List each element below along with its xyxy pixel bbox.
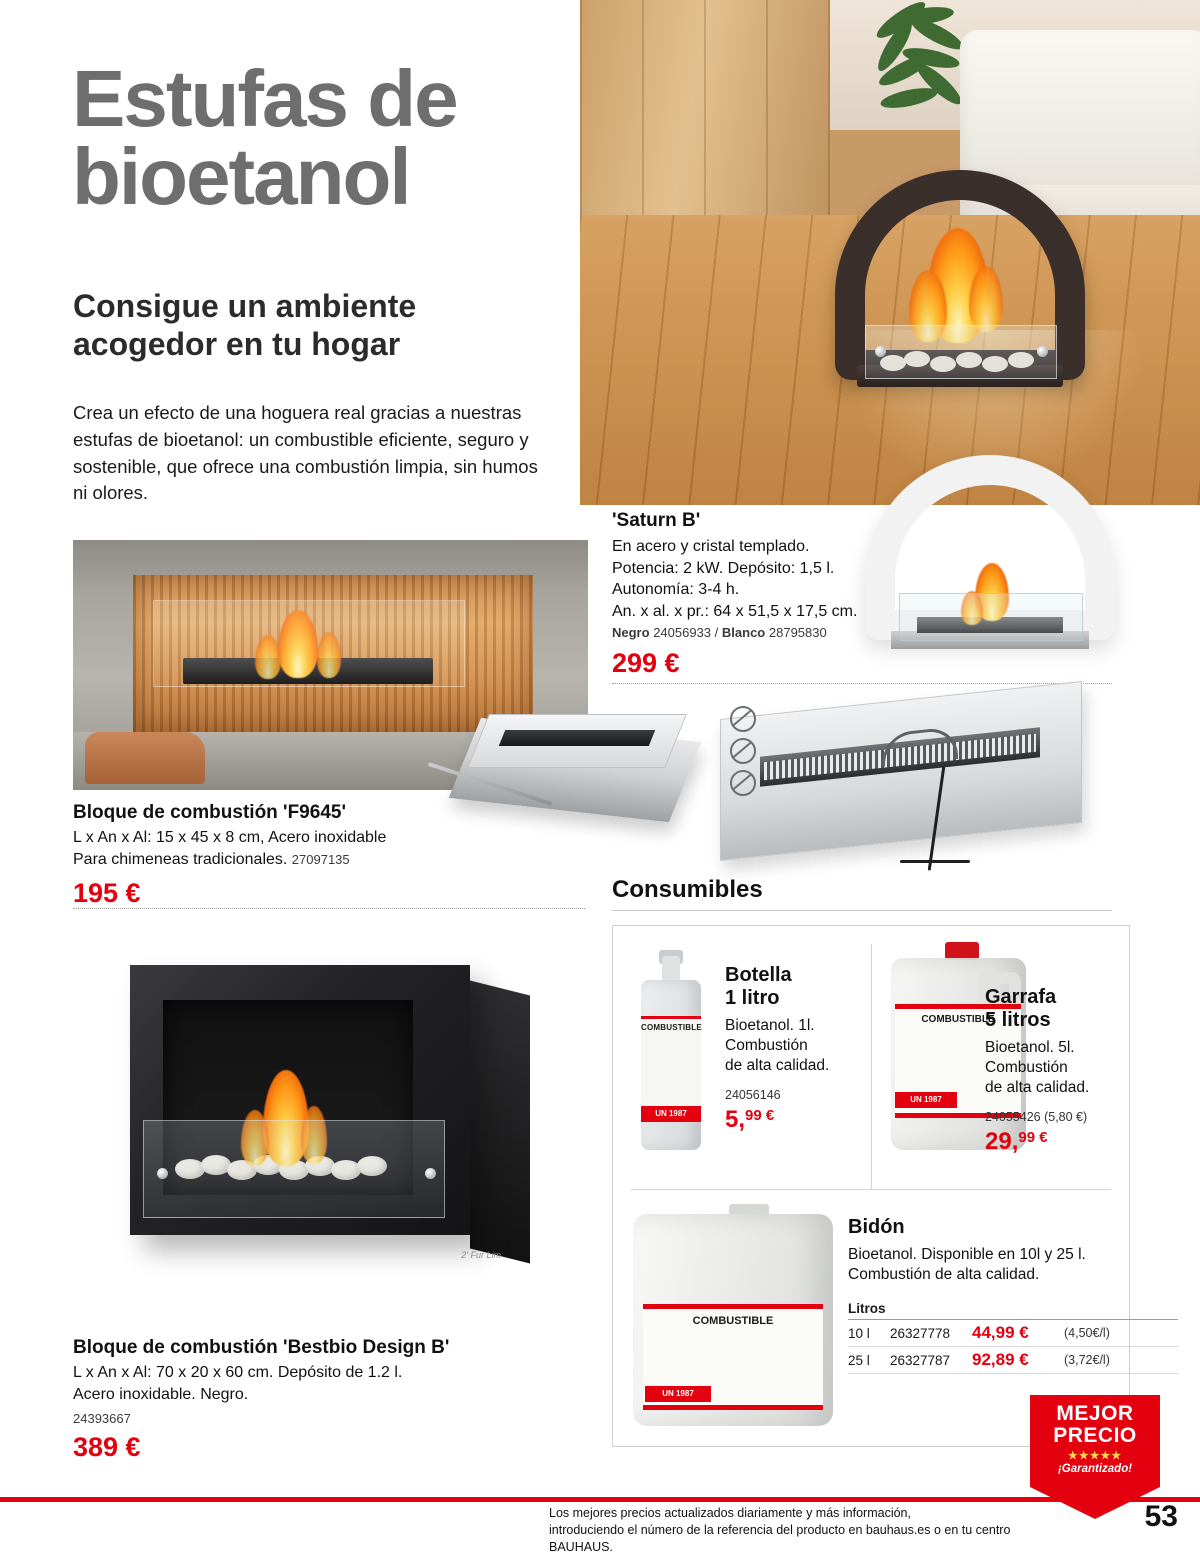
footer-text-line-2: introduciendo el número de la referencia del producto en bauhaus.es o en tu centro BAUHAUS. [549,1522,1011,1554]
bottle-1l-image [631,956,711,1151]
bestbio-price: 389 € [73,1432,141,1463]
f9645-desc-2: Para chimeneas tradicionales. [73,850,288,868]
saturn-variant-1-label: Negro [612,625,650,641]
bestbio-side-panel [470,981,530,1264]
bidon-row-1-size: 25 l [848,1347,890,1374]
jug-5l-text [985,986,1115,1156]
saturn-variant-1-ref: 24056933 [653,625,712,641]
bidon-image [633,1204,848,1429]
warning-icons [730,706,764,796]
bidon-un-code: UN 1987 [645,1386,711,1402]
bestbio-title: Bloque de combustión 'Bestbio Design B' [73,1337,450,1358]
jug-5l-ref: 24055426 (5,80 €) [985,1110,1088,1125]
jug-label-text: COMBUSTIBLE [921,1014,995,1025]
bottle-label-text: COMBUSTIBLE [641,1023,702,1032]
bidon-row-1-ref: 26327787 [890,1347,972,1374]
bidon-row-0-ref: 26327778 [890,1320,972,1347]
jug-5l-desc-1: Bioetanol. 5l. [985,1039,1075,1056]
jug-5l-price [985,1128,1115,1156]
f9645-desc-1: L x An x Al: 15 x 45 x 8 cm, Acero inoxidable [73,829,387,846]
saturn-desc-1: En acero y cristal templado. [612,538,810,555]
saturn-glass [865,325,1057,379]
page-subtitle [73,288,573,364]
footer-text-line-1: Los mejores precios actualizados diariamente y más información, [549,1506,911,1520]
bottle-1l-desc-1: Bioetanol. 1l. [725,1017,815,1034]
page-title-line-1: Estufas de [72,54,457,143]
jug-5l-price-dec: 99 € [1018,1129,1048,1147]
bestbio-glass [143,1120,445,1218]
burner-tool-cable-end [900,860,970,863]
consumables-box [612,925,1130,1447]
bottle-label [641,1016,701,1120]
saturn-text-block [612,510,862,679]
stars-icon: ★★★★★ [1067,1450,1123,1463]
saturn-variant-separator: / [714,625,719,641]
saturn-white-unit [865,455,1115,655]
divider [612,683,1112,684]
saturn-variant-2-label: Blanco [721,625,766,641]
bottle-1l-price-dec: 99 € [745,1107,775,1125]
divider [631,1189,1111,1190]
f9645-ref: 27097135 [291,851,350,867]
saturn-desc-2: Potencia: 2 kW. Depósito: 1,5 l. [612,559,835,577]
bidon-table [848,1299,1178,1374]
bottle-1l-price [725,1106,855,1134]
bottle-1l-text [725,964,855,1134]
footer-text [549,1505,1069,1556]
footer-bar [0,1497,1200,1502]
badge-line-3: ¡Garantizado! [1057,1463,1133,1476]
bestbio-desc-1: L x An x Al: 70 x 20 x 60 cm. Depósito de 1.2 l. [73,1364,403,1381]
f9645-title: Bloque de combustión 'F9645' [73,802,346,823]
plant [862,4,972,130]
armchair [85,732,205,784]
bidon-text [848,1216,1118,1374]
bidon-name: Bidón [848,1216,905,1238]
divider [612,910,1112,911]
bottle-1l-name-2: 1 litro [725,987,780,1009]
page-subtitle-line-2: acogedor en tu hogar [73,325,401,362]
bidon-row-1-unit: (3,72€/l) [1064,1347,1178,1374]
jug-un-code: UN 1987 [895,1092,957,1108]
bestbio-photo [105,940,555,1290]
saturn-desc-4: An. x al. x pr.: 64 x 51,5 x 17,5 cm. [612,602,858,620]
f9645-price: 195 € [73,878,141,909]
bidon-desc-1: Bioetanol. Disponible en 10l y 25 l. [848,1246,1086,1263]
no-water-icon [730,706,756,732]
jug-5l-name-2: 5 litros [985,1009,1051,1031]
bidon-row-1-price: 92,89 € [972,1347,1064,1374]
jug-5l-desc-2: Combustión [985,1059,1068,1077]
burner-tray-slot [499,730,655,746]
bestbio-ref: 24393667 [73,1411,131,1427]
bottle-neck [662,956,680,982]
no-fire-icon [730,738,756,764]
page-title-line-2: bioetanol [72,132,410,222]
saturn-variant-2-ref: 28795830 [768,625,827,641]
bottle-1l-name-1: Botella [725,964,792,986]
page-title [72,54,572,222]
consumables-section-title: Consumibles [612,876,763,903]
page-subtitle-line-1: Consigue un ambiente [73,288,417,324]
bottle-un-code: UN 1987 [641,1106,701,1122]
bottle-1l-desc-3: de alta calidad. [725,1057,830,1075]
saturn-desc-3: Autonomía: 3-4 h. [612,581,740,599]
bestbio-text-block [73,1337,593,1463]
page-number: 53 [1144,1500,1178,1533]
bidon-row-0-price: 44,99 € [972,1320,1064,1347]
jug-5l-desc-3: de alta calidad. [985,1079,1090,1097]
intro-paragraph: Crea un efecto de una hoguera real gracias a nuestras estufas de bioetanol: un combustible eficiente, seguro y sostenible, que ofrece una combustión limpia, sin humos ni olores. [73,402,538,504]
bottle-1l-ref: 24056146 [725,1088,781,1103]
table-row [848,1347,1178,1374]
divider [73,908,585,909]
jug-5l-name-1: Garrafa [985,986,1057,1008]
wood-wall [580,0,830,215]
saturn-title: 'Saturn B' [612,510,701,531]
bidon-table-header: Litros [848,1299,1178,1320]
badge-line-2: PRECIO [1053,1424,1137,1447]
jug-5l-price-int: 29, [985,1128,1019,1156]
saturn-price: 299 € [612,648,680,679]
bidon-desc-2: Combustión de alta calidad. [848,1266,1040,1284]
bottle-1l-desc-2: Combustión [725,1037,808,1055]
no-touch-icon [730,770,756,796]
saturn-white-glass [899,593,1083,641]
table-row [848,1320,1178,1347]
burner-products-photo [430,700,1110,880]
bidon-label-text: COMBUSTIBLE [692,1315,774,1327]
saturn-room-photo [580,0,1200,505]
brand-logo: 2' Fur Lim [461,1250,501,1260]
bottle-1l-price-int: 5, [725,1106,746,1134]
best-price-badge-body [1030,1395,1160,1487]
bestbio-desc-2: Acero inoxidable. Negro. [73,1385,249,1403]
bidon-row-0-size: 10 l [848,1320,890,1347]
bidon-row-0-unit: (4,50€/l) [1064,1320,1178,1347]
badge-line-1: MEJOR [1056,1402,1134,1425]
fireplace-glass [153,600,465,687]
divider [871,944,872,1189]
saturn-black-unit [835,170,1085,395]
